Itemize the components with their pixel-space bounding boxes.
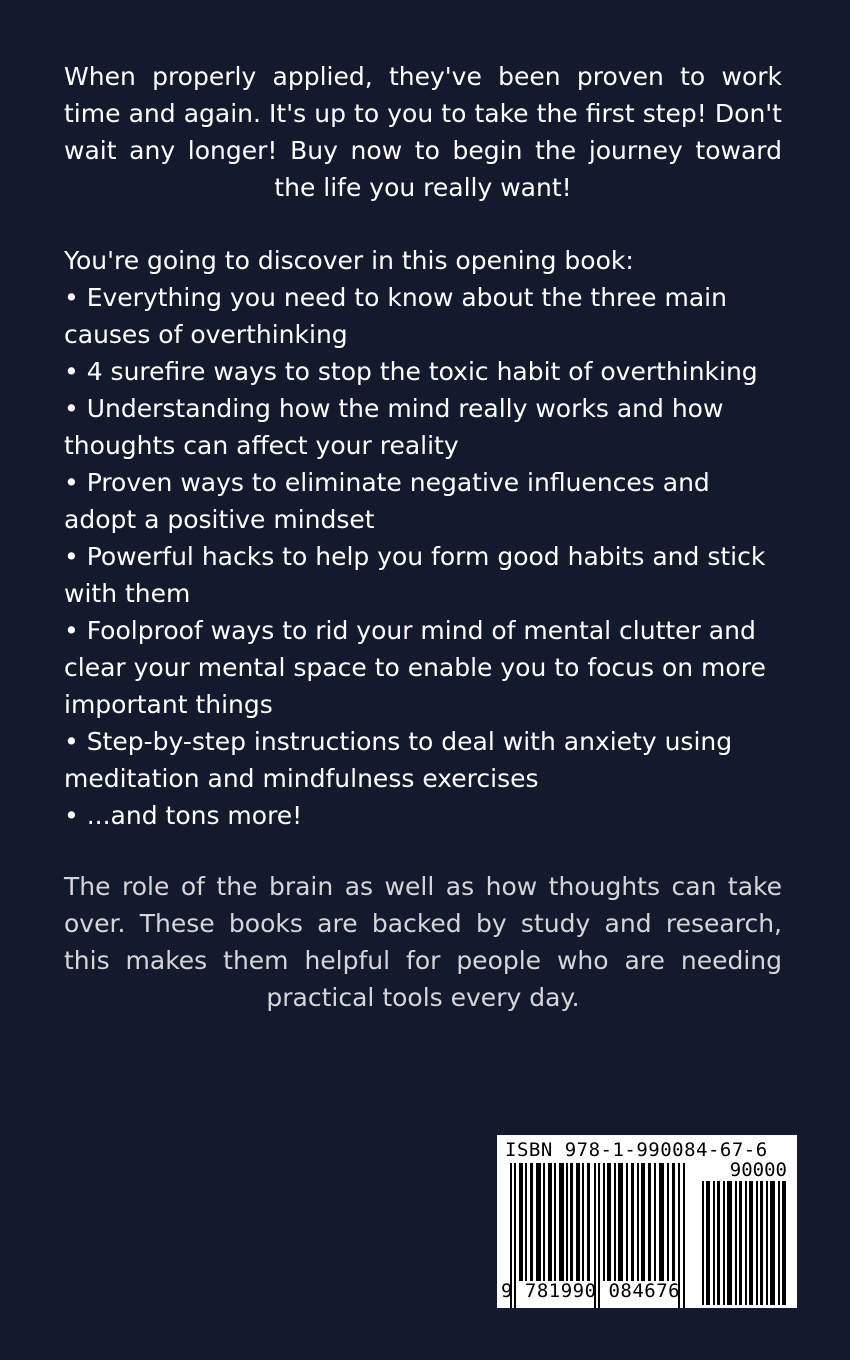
price-barcode-bars <box>702 1181 790 1305</box>
isbn-barcode <box>497 1135 797 1308</box>
ean-digits: 9 781990 084676 <box>501 1280 681 1302</box>
list-heading: You're going to discover in this opening book: <box>64 246 634 275</box>
list-item: • Everything you need to know about the three main causes of overthinking <box>64 283 727 349</box>
list-item: • Understanding how the mind really works and how thoughts can affect your reality <box>64 394 724 460</box>
list-item: • Powerful hacks to help you form good habits and stick with them <box>64 542 766 608</box>
list-item: • ...and tons more! <box>64 801 303 830</box>
list-item: • Step-by-step instructions to deal with anxiety using meditation and mindfulness exercises <box>64 727 733 793</box>
isbn-label: ISBN 978-1-990084-67-6 <box>505 1139 768 1161</box>
closing-paragraph: The role of the brain as well as how thoughts can take over. These books are backed by study and research, this makes them helpful for people who are needing practical tools every day. <box>64 872 782 1012</box>
list-item: • Proven ways to eliminate negative influences and adopt a positive mindset <box>64 468 710 534</box>
intro-paragraph: When properly applied, they've been proven to work time and again. It's up to you to take the first step! Don't wait any longer! Buy now to begin the journey toward the life you really want! <box>64 62 782 202</box>
feature-list <box>64 242 782 834</box>
price-code: 90000 <box>729 1159 787 1181</box>
list-item: • 4 surefire ways to stop the toxic habit of overthinking <box>64 357 758 386</box>
list-item: • Foolproof ways to rid your mind of mental clutter and clear your mental space to enable you to focus on more important things <box>64 616 766 719</box>
